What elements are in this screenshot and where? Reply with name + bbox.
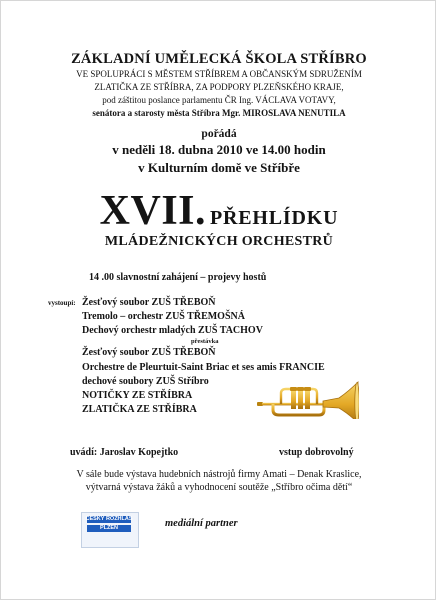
exhibition-note-2: výtvarná výstava žáků a vyhodnocení soutěže „Stříbro očima dětí“ [85, 482, 353, 493]
trumpet-icon [257, 379, 359, 419]
exhibition-note-1: V sále bude výstava hudebních nástrojů firmy Amati – Denak Kraslice, [76, 469, 362, 480]
event-word: PŘEHLÍDKU [210, 207, 339, 229]
performer-item: Tremolo – orchestr ZUŠ TŘEMOŠNÁ [82, 311, 245, 322]
performer-item: Dechový orchestr mladých ZUŠ TACHOV [82, 325, 263, 336]
edition-number: XVII. [99, 188, 207, 234]
event-venue: v Kulturním domě ve Stříbře [138, 160, 300, 175]
performer-item: dechové soubory ZUŠ Stříbro [82, 376, 209, 387]
logo-text-bottom: PLZEŇ [99, 525, 119, 531]
break-label: přestávka [191, 338, 219, 345]
organizes-label: pořádá [201, 128, 237, 140]
patronage-line-1: pod záštitou poslance parlamentu ČR Ing. VÁCLAVA VOTAVY, [102, 95, 336, 105]
patronage-line-2: senátora a starosty města Stříbra Mgr. MIROSLAVA NENUTILA [92, 108, 346, 118]
performer-item: Žesťový soubor ZUŠ TŘEBOŇ [82, 347, 216, 358]
event-date: v neděli 18. dubna 2010 ve 14.00 hodin [112, 142, 326, 157]
event-subtitle: MLÁDEŽNICKÝCH ORCHESTRŮ [104, 234, 334, 249]
media-partner-label: mediální partner [165, 518, 238, 529]
opening-ceremony: 14 .00 slavnostní zahájení – projevy hostů [89, 272, 267, 283]
school-name: ZÁKLADNÍ UMĚLECKÁ ŠKOLA STŘÍBRO [71, 51, 367, 67]
event-title [1, 187, 436, 235]
cooperation-line-2: ZLATIČKA ZE STŘÍBRA, ZA PODPORY PLZEŇSKÉHO KRAJE, [94, 82, 344, 92]
admission-line: vstup dobrovolný [279, 447, 354, 458]
performer-item: Orchestre de Pleurtuit-Saint Briac et ses amis FRANCIE [82, 362, 325, 373]
performer-item: ZLATIČKA ZE STŘÍBRA [82, 404, 197, 415]
logo-text-top: ČESKÝ ROZHLAS [85, 516, 133, 522]
cooperation-line-1: VE SPOLUPRÁCI S MĚSTEM STŘÍBREM A OBČANSKÝM SDRUŽENÍM [76, 69, 362, 79]
performer-item: Žesťový soubor ZUŠ TŘEBOŇ [82, 297, 216, 308]
performer-item: NOTIČKY ZE STŘÍBRA [82, 390, 193, 401]
performers-label: vystoupí: [48, 299, 76, 307]
host-line: uvádí: Jaroslav Kopejtko [70, 447, 179, 458]
cesky-rozhlas-logo [81, 512, 137, 546]
